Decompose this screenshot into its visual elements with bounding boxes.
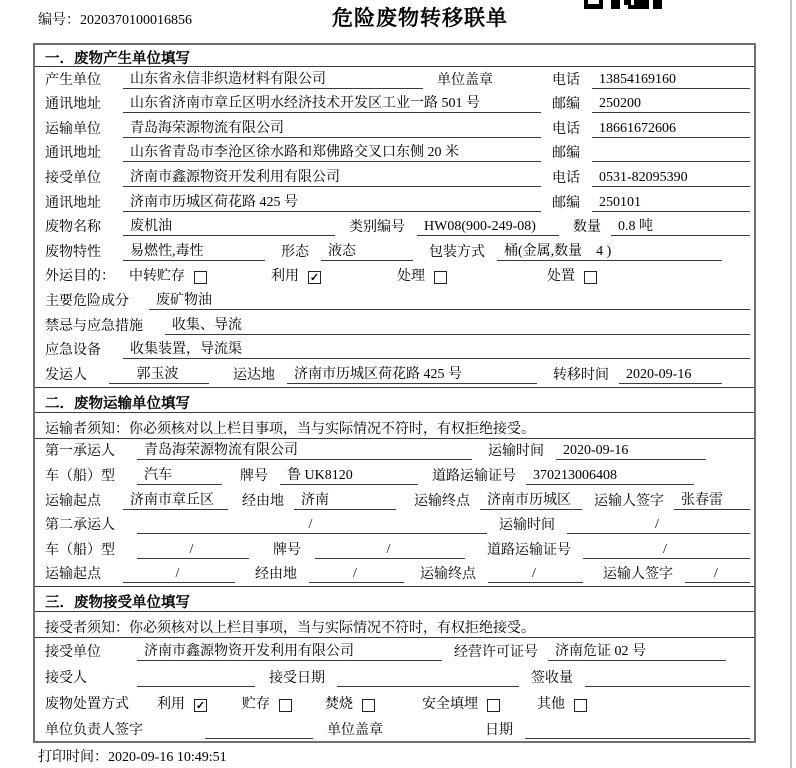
receiver-row xyxy=(35,165,754,190)
purpose-option-transfer-storage xyxy=(129,265,207,285)
route-end-label-2: 运输终点 xyxy=(420,567,476,583)
disposal-method-row xyxy=(35,690,754,716)
transport-time-field-1: 2020-09-16 xyxy=(556,443,706,460)
quantity-label: 数量 xyxy=(573,220,601,236)
transport-time-field-2: / xyxy=(567,517,750,534)
emergency-equipment-label: 应急设备 xyxy=(45,343,101,359)
receiver-address-row xyxy=(35,190,754,215)
emergency-equipment-field: 收集装置，导流渠 xyxy=(123,338,750,359)
dispatch-row xyxy=(35,362,754,387)
dispose-checkbox xyxy=(584,271,597,284)
disposal-option-other xyxy=(537,693,587,713)
receiver-value-field: 济南市鑫源物资开发利用有限公司 xyxy=(123,166,541,187)
waste-name-field: 废机油 xyxy=(123,215,335,236)
carrier-signature-field-2: / xyxy=(685,566,750,583)
received-quantity-field xyxy=(585,670,750,687)
route-end-label-1: 运输终点 xyxy=(414,493,470,509)
waste-name-row xyxy=(35,215,754,240)
permit-number-field: 济南危证 02 号 xyxy=(548,640,726,661)
date-field xyxy=(525,722,750,739)
transporter-notice: 运输者须知：你必须核对以上栏目事项，当与实际情况不符时，有权拒绝接受。 xyxy=(35,413,754,439)
qr-code-fragment xyxy=(584,0,666,16)
first-carrier-label: 第一承运人 xyxy=(45,444,115,460)
purpose-option-label: 处理 xyxy=(397,269,425,285)
purpose-option-label: 处置 xyxy=(547,269,575,285)
section1-title: 一．废物产生单位填写 xyxy=(35,45,754,67)
address-label-3: 通讯地址 xyxy=(45,195,101,211)
destination-label: 运达地 xyxy=(233,367,275,383)
route-end-field-2: / xyxy=(488,566,583,583)
waste-traits-field: 易燃性,毒性 xyxy=(123,240,265,261)
permit-number-label: 经营许可证号 xyxy=(454,645,538,661)
transfer-storage-checkbox xyxy=(194,271,207,284)
plate-label-2: 牌号 xyxy=(273,542,301,558)
disposal-incinerate-checkbox xyxy=(362,699,375,712)
disposal-option-label: 焚烧 xyxy=(325,697,353,713)
hazard-components-field: 废矿物油 xyxy=(149,289,750,310)
route-end-field-1: 济南市历城区 xyxy=(480,489,582,510)
accept-date-field xyxy=(337,670,519,687)
shipper-field: 郭玉波 xyxy=(109,363,209,384)
category-code-label: 类别编号 xyxy=(349,220,405,236)
zip-value-field-1: 250200 xyxy=(592,96,750,113)
route-start-label-1: 运输起点 xyxy=(45,493,101,509)
emergency-measures-row xyxy=(35,313,754,338)
manifest-form-table xyxy=(33,43,756,743)
phone-value-field-3: 0531-82095390 xyxy=(592,170,750,187)
print-time: 打印时间：2020-09-16 10:49:51 xyxy=(38,750,227,765)
transfer-purpose-row xyxy=(35,264,754,289)
hazard-components-label: 主要危险成分 xyxy=(45,293,129,309)
packaging-field: 桶(金属,数量 4 ) xyxy=(497,240,722,261)
waste-traits-row xyxy=(35,239,754,264)
phone-label-1: 电话 xyxy=(552,72,580,88)
vehicle-row-2 xyxy=(35,537,754,562)
via-field-2: / xyxy=(309,566,404,583)
disposal-other-checkbox xyxy=(574,699,587,712)
category-code-field: HW08(900-249-08) xyxy=(417,219,559,236)
via-label-2: 经由地 xyxy=(255,567,297,583)
disposal-method-label: 废物处置方式 xyxy=(45,697,129,713)
disposal-utilize-checkbox: ✓ xyxy=(195,700,206,713)
treat-checkbox xyxy=(434,271,447,284)
producer-address-row xyxy=(35,92,754,117)
transporter-row xyxy=(35,116,754,141)
section3-title: 三．废物接受单位填写 xyxy=(35,586,754,612)
quantity-field: 0.8 吨 xyxy=(611,215,750,236)
vehicle-row-1 xyxy=(35,463,754,488)
producer-label: 产生单位 xyxy=(45,72,101,88)
address-value-field-3: 济南市历城区荷花路 425 号 xyxy=(123,191,541,212)
address-value-field-2: 山东省青岛市李沧区徐水路和郑佛路交叉口东侧 20 米 xyxy=(123,141,541,162)
form-label: 形态 xyxy=(281,244,309,260)
carrier-signature-field-1: 张春雷 xyxy=(674,489,750,510)
page-right-edge xyxy=(790,0,792,768)
purpose-option-label: 利用 xyxy=(271,269,299,285)
purpose-option-treat xyxy=(397,265,447,285)
second-carrier-row xyxy=(35,513,754,538)
disposal-option-incinerate xyxy=(325,693,375,713)
waste-name-label: 废物名称 xyxy=(45,220,101,236)
first-carrier-field: 青岛海荣源物流有限公司 xyxy=(137,439,472,460)
disposal-option-utilize xyxy=(157,693,207,713)
route-row-2 xyxy=(35,562,754,587)
phone-label-3: 电话 xyxy=(552,170,580,186)
disposal-option-label: 安全填埋 xyxy=(422,697,478,713)
receiver-label: 接受单位 xyxy=(45,170,101,186)
carrier-signature-label-2: 运输人签字 xyxy=(603,567,673,583)
receiver-notice: 接受者须知：你必须核对以上栏目事项，当与实际情况不符时，有权拒绝接受。 xyxy=(35,612,754,638)
address-value-field-1: 山东省济南市章丘区明水经济技术开发区工业一路 501 号 xyxy=(123,92,541,113)
document-number: 编号：2020370100016856 xyxy=(38,13,192,28)
transfer-time-label: 转移时间 xyxy=(553,367,609,383)
route-row-1 xyxy=(35,488,754,513)
acceptor-row xyxy=(35,664,754,690)
shipper-label: 发运人 xyxy=(45,367,87,383)
accept-unit-label: 接受单位 xyxy=(45,645,101,661)
road-transport-cert-field-1: 370213006408 xyxy=(526,468,694,485)
hazard-components-row xyxy=(35,288,754,313)
purpose-option-dispose xyxy=(547,265,597,285)
vehicle-type-field-2: / xyxy=(137,542,249,559)
accept-unit-field: 济南市鑫源物资开发利用有限公司 xyxy=(137,640,442,661)
acceptor-label: 接受人 xyxy=(45,671,87,687)
carrier-signature-label-1: 运输人签字 xyxy=(594,493,664,509)
plate-field-2: / xyxy=(315,542,465,559)
zip-label-2: 邮编 xyxy=(552,146,580,162)
second-carrier-field: / xyxy=(137,517,487,534)
accept-unit-row xyxy=(35,638,754,664)
road-transport-cert-label-2: 道路运输证号 xyxy=(487,542,571,558)
route-start-field-2: / xyxy=(123,566,235,583)
transport-time-label-2: 运输时间 xyxy=(499,518,555,534)
received-quantity-label: 签收量 xyxy=(531,671,573,687)
utilize-checkbox: ✓ xyxy=(309,272,320,285)
unit-seal-label-2: 单位盖章 xyxy=(327,723,383,739)
address-label-1: 通讯地址 xyxy=(45,97,101,113)
route-start-label-2: 运输起点 xyxy=(45,567,101,583)
section2-title: 二．废物运输单位填写 xyxy=(35,387,754,413)
transport-time-label-1: 运输时间 xyxy=(488,444,544,460)
responsible-signature-row xyxy=(35,716,754,742)
emergency-measures-field: 收集、导流 xyxy=(165,314,750,335)
date-label: 日期 xyxy=(485,723,513,739)
responsible-signature-label: 单位负责人签字 xyxy=(45,723,143,739)
via-field-1: 济南 xyxy=(294,489,396,510)
plate-field-1: 鲁 UK8120 xyxy=(280,464,418,485)
page-title: 危险废物转移联单 xyxy=(332,6,508,30)
phone-value-field-2: 18661672606 xyxy=(592,121,750,138)
transfer-time-field: 2020-09-16 xyxy=(619,367,722,384)
phone-value-field-1: 13854169160 xyxy=(592,72,750,89)
unit-seal-label: 单位盖章 xyxy=(437,72,493,88)
emergency-measures-label: 禁忌与应急措施 xyxy=(45,318,143,334)
producer-row xyxy=(35,67,754,92)
road-transport-cert-label-1: 道路运输证号 xyxy=(432,468,516,484)
disposal-storage-checkbox xyxy=(279,699,292,712)
phone-label-2: 电话 xyxy=(552,121,580,137)
zip-label-3: 邮编 xyxy=(552,195,580,211)
packaging-label: 包装方式 xyxy=(429,244,485,260)
zip-label-1: 邮编 xyxy=(552,97,580,113)
zip-value-field-3: 250101 xyxy=(592,195,750,212)
purpose-option-label: 中转贮存 xyxy=(129,269,185,285)
via-label-1: 经由地 xyxy=(242,493,284,509)
vehicle-type-label-1: 车（船）型 xyxy=(45,468,115,484)
purpose-option-utilize xyxy=(271,265,321,285)
vehicle-type-label-2: 车（船）型 xyxy=(45,542,115,558)
disposal-option-landfill xyxy=(422,693,500,713)
producer-value-field: 山东省永信非织造材料有限公司 xyxy=(123,68,423,89)
disposal-option-storage xyxy=(242,693,292,713)
transporter-label: 运输单位 xyxy=(45,121,101,137)
disposal-landfill-checkbox xyxy=(487,699,500,712)
waste-traits-label: 废物特性 xyxy=(45,244,101,260)
disposal-option-label: 贮存 xyxy=(242,697,270,713)
destination-field: 济南市历城区荷花路 425 号 xyxy=(287,363,537,384)
zip-value-field-2 xyxy=(592,145,750,162)
disposal-option-label: 利用 xyxy=(157,697,185,713)
disposal-option-label: 其他 xyxy=(537,697,565,713)
accept-date-label: 接受日期 xyxy=(269,671,325,687)
acceptor-field xyxy=(137,670,255,687)
plate-label-1: 牌号 xyxy=(240,468,268,484)
form-field: 液态 xyxy=(321,240,413,261)
vehicle-type-field-1: 汽车 xyxy=(137,464,222,485)
address-label-2: 通讯地址 xyxy=(45,146,101,162)
second-carrier-label: 第二承运人 xyxy=(45,518,115,534)
route-start-field-1: 济南市章丘区 xyxy=(123,489,228,510)
transporter-value-field: 青岛海荣源物流有限公司 xyxy=(123,117,541,138)
first-carrier-row xyxy=(35,439,754,464)
transfer-purpose-label: 外运目的： xyxy=(45,269,115,285)
road-transport-cert-field-2: / xyxy=(583,542,750,559)
transporter-address-row xyxy=(35,141,754,166)
responsible-signature-field xyxy=(205,722,313,739)
emergency-equipment-row xyxy=(35,338,754,363)
